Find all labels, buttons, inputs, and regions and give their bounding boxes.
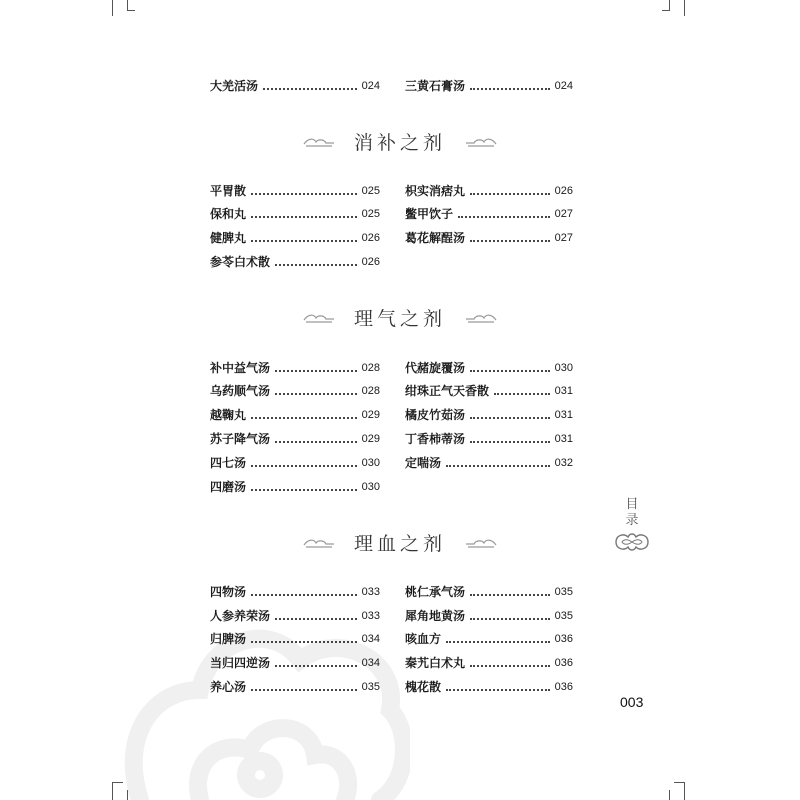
entry-title: 绀珠正气天香散 bbox=[405, 384, 490, 398]
toc-entry[interactable] bbox=[210, 205, 380, 223]
entry-page: 030 bbox=[554, 362, 573, 374]
entry-title: 乌药顺气汤 bbox=[210, 384, 271, 398]
dot-leader bbox=[470, 87, 550, 90]
toc-entry[interactable] bbox=[405, 607, 573, 625]
entry-page: 035 bbox=[554, 586, 573, 598]
toc-entry[interactable] bbox=[210, 406, 380, 424]
crop-mark-top-left bbox=[127, 10, 135, 11]
entry-title: 四物汤 bbox=[210, 585, 247, 599]
dot-leader bbox=[470, 617, 550, 620]
entry-page: 036 bbox=[554, 657, 573, 669]
crop-mark-top-right bbox=[669, 0, 670, 10]
toc-entry[interactable] bbox=[405, 630, 573, 648]
toc-entry[interactable] bbox=[210, 182, 380, 200]
dot-leader bbox=[470, 440, 550, 443]
toc-entry[interactable] bbox=[405, 583, 573, 601]
toc-entry[interactable] bbox=[210, 382, 380, 400]
entry-title: 秦艽白术丸 bbox=[405, 656, 466, 670]
toc-entry[interactable] bbox=[210, 430, 380, 448]
entry-title: 当归四逆汤 bbox=[210, 656, 271, 670]
entry-page: 030 bbox=[361, 481, 380, 493]
entry-title: 平胃散 bbox=[210, 184, 247, 198]
crop-mark-top-right bbox=[684, 0, 685, 16]
toc-entry[interactable] bbox=[405, 430, 573, 448]
entry-title: 三黄石膏汤 bbox=[405, 79, 466, 93]
toc-entry[interactable] bbox=[405, 678, 573, 696]
entry-title: 四七汤 bbox=[210, 456, 247, 470]
entry-page: 024 bbox=[554, 80, 573, 92]
entry-page: 026 bbox=[361, 256, 380, 268]
entry-title: 代赭旋覆汤 bbox=[405, 361, 466, 375]
toc-entry[interactable] bbox=[210, 454, 380, 472]
entry-title: 枳实消痞丸 bbox=[405, 184, 466, 198]
toc-entry[interactable] bbox=[210, 583, 380, 601]
toc-entry[interactable] bbox=[405, 406, 573, 424]
dot-leader bbox=[251, 416, 357, 419]
entry-page: 025 bbox=[361, 185, 380, 197]
section-heading bbox=[0, 529, 800, 556]
entry-title: 越鞠丸 bbox=[210, 408, 247, 422]
entry-title: 养心汤 bbox=[210, 680, 247, 694]
section-heading bbox=[0, 304, 800, 331]
dot-leader bbox=[251, 192, 357, 195]
entry-page: 026 bbox=[361, 232, 380, 244]
entry-page: 032 bbox=[554, 457, 573, 469]
entry-page: 024 bbox=[361, 80, 380, 92]
cloud-ornament-right bbox=[464, 312, 498, 324]
dot-leader bbox=[251, 464, 357, 467]
toc-entry[interactable] bbox=[405, 654, 573, 672]
dot-leader bbox=[470, 664, 550, 667]
crop-mark-bottom-right bbox=[674, 782, 684, 783]
toc-entry[interactable] bbox=[405, 205, 573, 223]
crop-mark-top-left bbox=[127, 0, 128, 10]
entry-title: 槐花散 bbox=[405, 680, 442, 694]
dot-leader bbox=[251, 215, 357, 218]
toc-entry[interactable] bbox=[405, 382, 573, 400]
dot-leader bbox=[470, 593, 550, 596]
toc-entry[interactable] bbox=[210, 654, 380, 672]
dot-leader bbox=[470, 192, 550, 195]
entry-page: 031 bbox=[554, 409, 573, 421]
entry-title: 补中益气汤 bbox=[210, 361, 271, 375]
entry-page: 034 bbox=[361, 633, 380, 645]
dot-leader bbox=[458, 215, 550, 218]
cloud-ornament-left bbox=[302, 312, 336, 324]
cloud-ornament-left bbox=[302, 537, 336, 549]
entry-page: 027 bbox=[554, 232, 573, 244]
toc-entry[interactable] bbox=[210, 630, 380, 648]
entry-title: 归脾汤 bbox=[210, 632, 247, 646]
entry-page: 031 bbox=[554, 385, 573, 397]
side-tab-label: 目录 bbox=[625, 497, 639, 528]
entry-title: 健脾丸 bbox=[210, 231, 247, 245]
dot-leader bbox=[470, 416, 550, 419]
toc-entry[interactable] bbox=[405, 182, 573, 200]
dot-leader bbox=[470, 239, 550, 242]
crop-mark-top-left bbox=[112, 0, 113, 16]
dot-leader bbox=[470, 369, 550, 372]
section-heading bbox=[0, 128, 800, 155]
entry-title: 鳖甲饮子 bbox=[405, 207, 454, 221]
crop-mark-top-right bbox=[662, 10, 670, 11]
entry-page: 026 bbox=[554, 185, 573, 197]
entry-page: 028 bbox=[361, 385, 380, 397]
entry-title: 橘皮竹茹汤 bbox=[405, 408, 466, 422]
entry-title: 定喘汤 bbox=[405, 456, 442, 470]
toc-entry[interactable] bbox=[210, 253, 380, 271]
dot-leader bbox=[251, 640, 357, 643]
toc-entry[interactable] bbox=[210, 359, 380, 377]
entry-page: 029 bbox=[361, 409, 380, 421]
entry-page: 033 bbox=[361, 610, 380, 622]
toc-entry[interactable] bbox=[210, 478, 380, 496]
dot-leader bbox=[275, 664, 357, 667]
toc-entry[interactable] bbox=[405, 77, 573, 95]
section-title: 消补之剂 bbox=[353, 132, 446, 154]
entry-title: 大羌活汤 bbox=[210, 79, 259, 93]
dot-leader bbox=[275, 392, 357, 395]
cloud-ornament-right bbox=[464, 136, 498, 148]
entry-title: 葛花解酲汤 bbox=[405, 231, 466, 245]
entry-title: 犀角地黄汤 bbox=[405, 609, 466, 623]
entry-page: 030 bbox=[361, 457, 380, 469]
section-title: 理气之剂 bbox=[353, 308, 446, 330]
entry-page: 028 bbox=[361, 362, 380, 374]
cloud-badge-icon bbox=[612, 530, 652, 554]
cloud-ornament-left bbox=[302, 136, 336, 148]
entry-title: 苏子降气汤 bbox=[210, 432, 271, 446]
entry-page: 029 bbox=[361, 433, 380, 445]
entry-page: 036 bbox=[554, 633, 573, 645]
dot-leader bbox=[275, 440, 357, 443]
dot-leader bbox=[263, 87, 357, 90]
entry-page: 036 bbox=[554, 681, 573, 693]
entry-title: 桃仁承气汤 bbox=[405, 585, 466, 599]
entry-page: 025 bbox=[361, 208, 380, 220]
dot-leader bbox=[251, 688, 357, 691]
dot-leader bbox=[446, 464, 550, 467]
crop-mark-bottom-right bbox=[669, 790, 670, 800]
dot-leader bbox=[275, 369, 357, 372]
dot-leader bbox=[446, 640, 550, 643]
dot-leader bbox=[275, 263, 357, 266]
entry-title: 人参养荣汤 bbox=[210, 609, 271, 623]
toc-entry[interactable] bbox=[210, 77, 380, 95]
entry-page: 031 bbox=[554, 433, 573, 445]
toc-entry[interactable] bbox=[210, 607, 380, 625]
dot-leader bbox=[494, 392, 550, 395]
entry-page: 027 bbox=[554, 208, 573, 220]
toc-entry[interactable] bbox=[405, 359, 573, 377]
cloud-ornament-right bbox=[464, 537, 498, 549]
entry-page: 035 bbox=[554, 610, 573, 622]
entry-title: 咳血方 bbox=[405, 632, 442, 646]
entry-title: 保和丸 bbox=[210, 207, 247, 221]
dot-leader bbox=[251, 593, 357, 596]
section-title: 理血之剂 bbox=[353, 533, 446, 555]
page-number: 003 bbox=[620, 694, 644, 710]
entry-title: 四磨汤 bbox=[210, 480, 247, 494]
toc-entry[interactable] bbox=[210, 678, 380, 696]
dot-leader bbox=[251, 488, 357, 491]
crop-mark-bottom-right bbox=[684, 782, 685, 800]
dot-leader bbox=[251, 239, 357, 242]
entry-page: 034 bbox=[361, 657, 380, 669]
entry-title: 丁香柿蒂汤 bbox=[405, 432, 466, 446]
entry-title: 参苓白术散 bbox=[210, 255, 271, 269]
toc-entry[interactable] bbox=[405, 229, 573, 247]
dot-leader bbox=[275, 617, 357, 620]
toc-entry[interactable] bbox=[405, 454, 573, 472]
dot-leader bbox=[446, 688, 550, 691]
toc-entry[interactable] bbox=[210, 229, 380, 247]
entry-page: 033 bbox=[361, 586, 380, 598]
entry-page: 035 bbox=[361, 681, 380, 693]
